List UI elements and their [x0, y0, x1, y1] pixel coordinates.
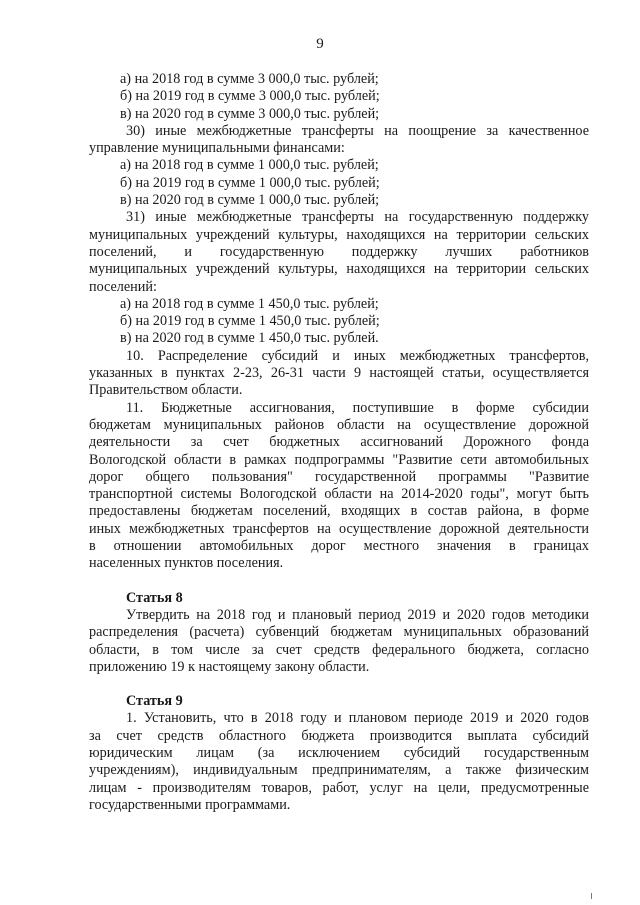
text-line: в) на 2020 год в сумме 1 000,0 тыс. рублей; [120, 192, 380, 209]
text-line: Вологодской области в рамках подпрограммы "Развитие сети автомобильных [89, 451, 589, 468]
text-line: лицам - производителям товаров, работ, услуг на цели, предусмотренные [89, 779, 589, 796]
text-line: государственными программами. [89, 796, 291, 813]
text-line: населенных пунктов поселения. [89, 555, 284, 572]
scan-mark [591, 893, 592, 899]
text-line: учреждениям), индивидуальным предпринимателям, а также физическим [89, 762, 589, 779]
text-line: транспортной системы Вологодской области на 2014-2020 годы", могут быть [89, 486, 589, 503]
text-line: 1. Установить, что в 2018 году и плановом периоде 2019 и 2020 годов [126, 710, 589, 727]
text-line: приложению 19 к настоящему закону области. [89, 658, 370, 675]
text-line: в отношении автомобильных дорог местного значения в границах [89, 538, 589, 555]
text-line: муниципальных учреждений культуры, находящихся на территории сельских [89, 261, 589, 278]
text-line: области, в том числе за счет средств федерального бюджета, согласно [89, 641, 589, 658]
document-body [89, 71, 589, 814]
text-line: в) на 2020 год в сумме 1 450,0 тыс. рублей. [120, 330, 379, 347]
text-line: бюджетам муниципальных районов области на осуществление дорожной [89, 416, 589, 433]
text-line: муниципальных учреждений культуры, находящихся на территории сельских [89, 226, 589, 243]
text-line: распределения (расчета) субвенций бюджетам муниципальных образований [89, 624, 589, 641]
text-line: а) на 2018 год в сумме 1 000,0 тыс. рублей; [120, 157, 379, 174]
text-line: иных межбюджетных трансфертов на осуществление дорожной деятельности [89, 520, 589, 537]
page-number: 9 [316, 36, 324, 52]
text-line: за счет средств областного бюджета производится выплата субсидий [89, 727, 589, 744]
text-line: 10. Распределение субсидий и иных межбюджетных трансфертов, [126, 347, 589, 364]
text-line: б) на 2019 год в сумме 3 000,0 тыс. рублей; [120, 88, 380, 105]
text-line: б) на 2019 год в сумме 1 000,0 тыс. рублей; [120, 174, 380, 191]
text-line: дорог общего пользования" государственной программы "Развитие [89, 468, 589, 485]
text-line: поселений, и государственную поддержку лучших работников [89, 243, 589, 260]
text-line: б) на 2019 год в сумме 1 450,0 тыс. рублей; [120, 313, 380, 330]
article-heading-9: Статья 9 [126, 693, 183, 710]
text-line: управление муниципальными финансами: [89, 140, 345, 157]
text-line: Утвердить на 2018 год и плановый период 2019 и 2020 годов методики [126, 606, 589, 623]
text-line: юридическим лицам (за исключением субсидий государственным [89, 744, 589, 761]
text-line: в) на 2020 год в сумме 3 000,0 тыс. рублей; [120, 105, 380, 122]
text-line: Правительством области. [89, 382, 243, 399]
text-line: деятельности за счет бюджетных ассигнований Дорожного фонда [89, 434, 589, 451]
text-line: поселений: [89, 278, 157, 295]
text-line: предоставлены бюджетам поселений, входящих в состав района, в форме [89, 503, 589, 520]
text-line: 11. Бюджетные ассигнования, поступившие в форме субсидии [126, 399, 589, 416]
text-line: а) на 2018 год в сумме 1 450,0 тыс. рублей; [120, 295, 379, 312]
text-line: 30) иные межбюджетные трансферты на поощрение за качественное [126, 122, 589, 139]
text-line: 31) иные межбюджетные трансферты на государственную поддержку [126, 209, 589, 226]
article-heading-8: Статья 8 [126, 589, 183, 606]
text-line: а) на 2018 год в сумме 3 000,0 тыс. рублей; [120, 71, 379, 87]
text-line: указанных в пунктах 2-23, 26-31 части 9 настоящей статьи, осуществляется [89, 365, 589, 382]
